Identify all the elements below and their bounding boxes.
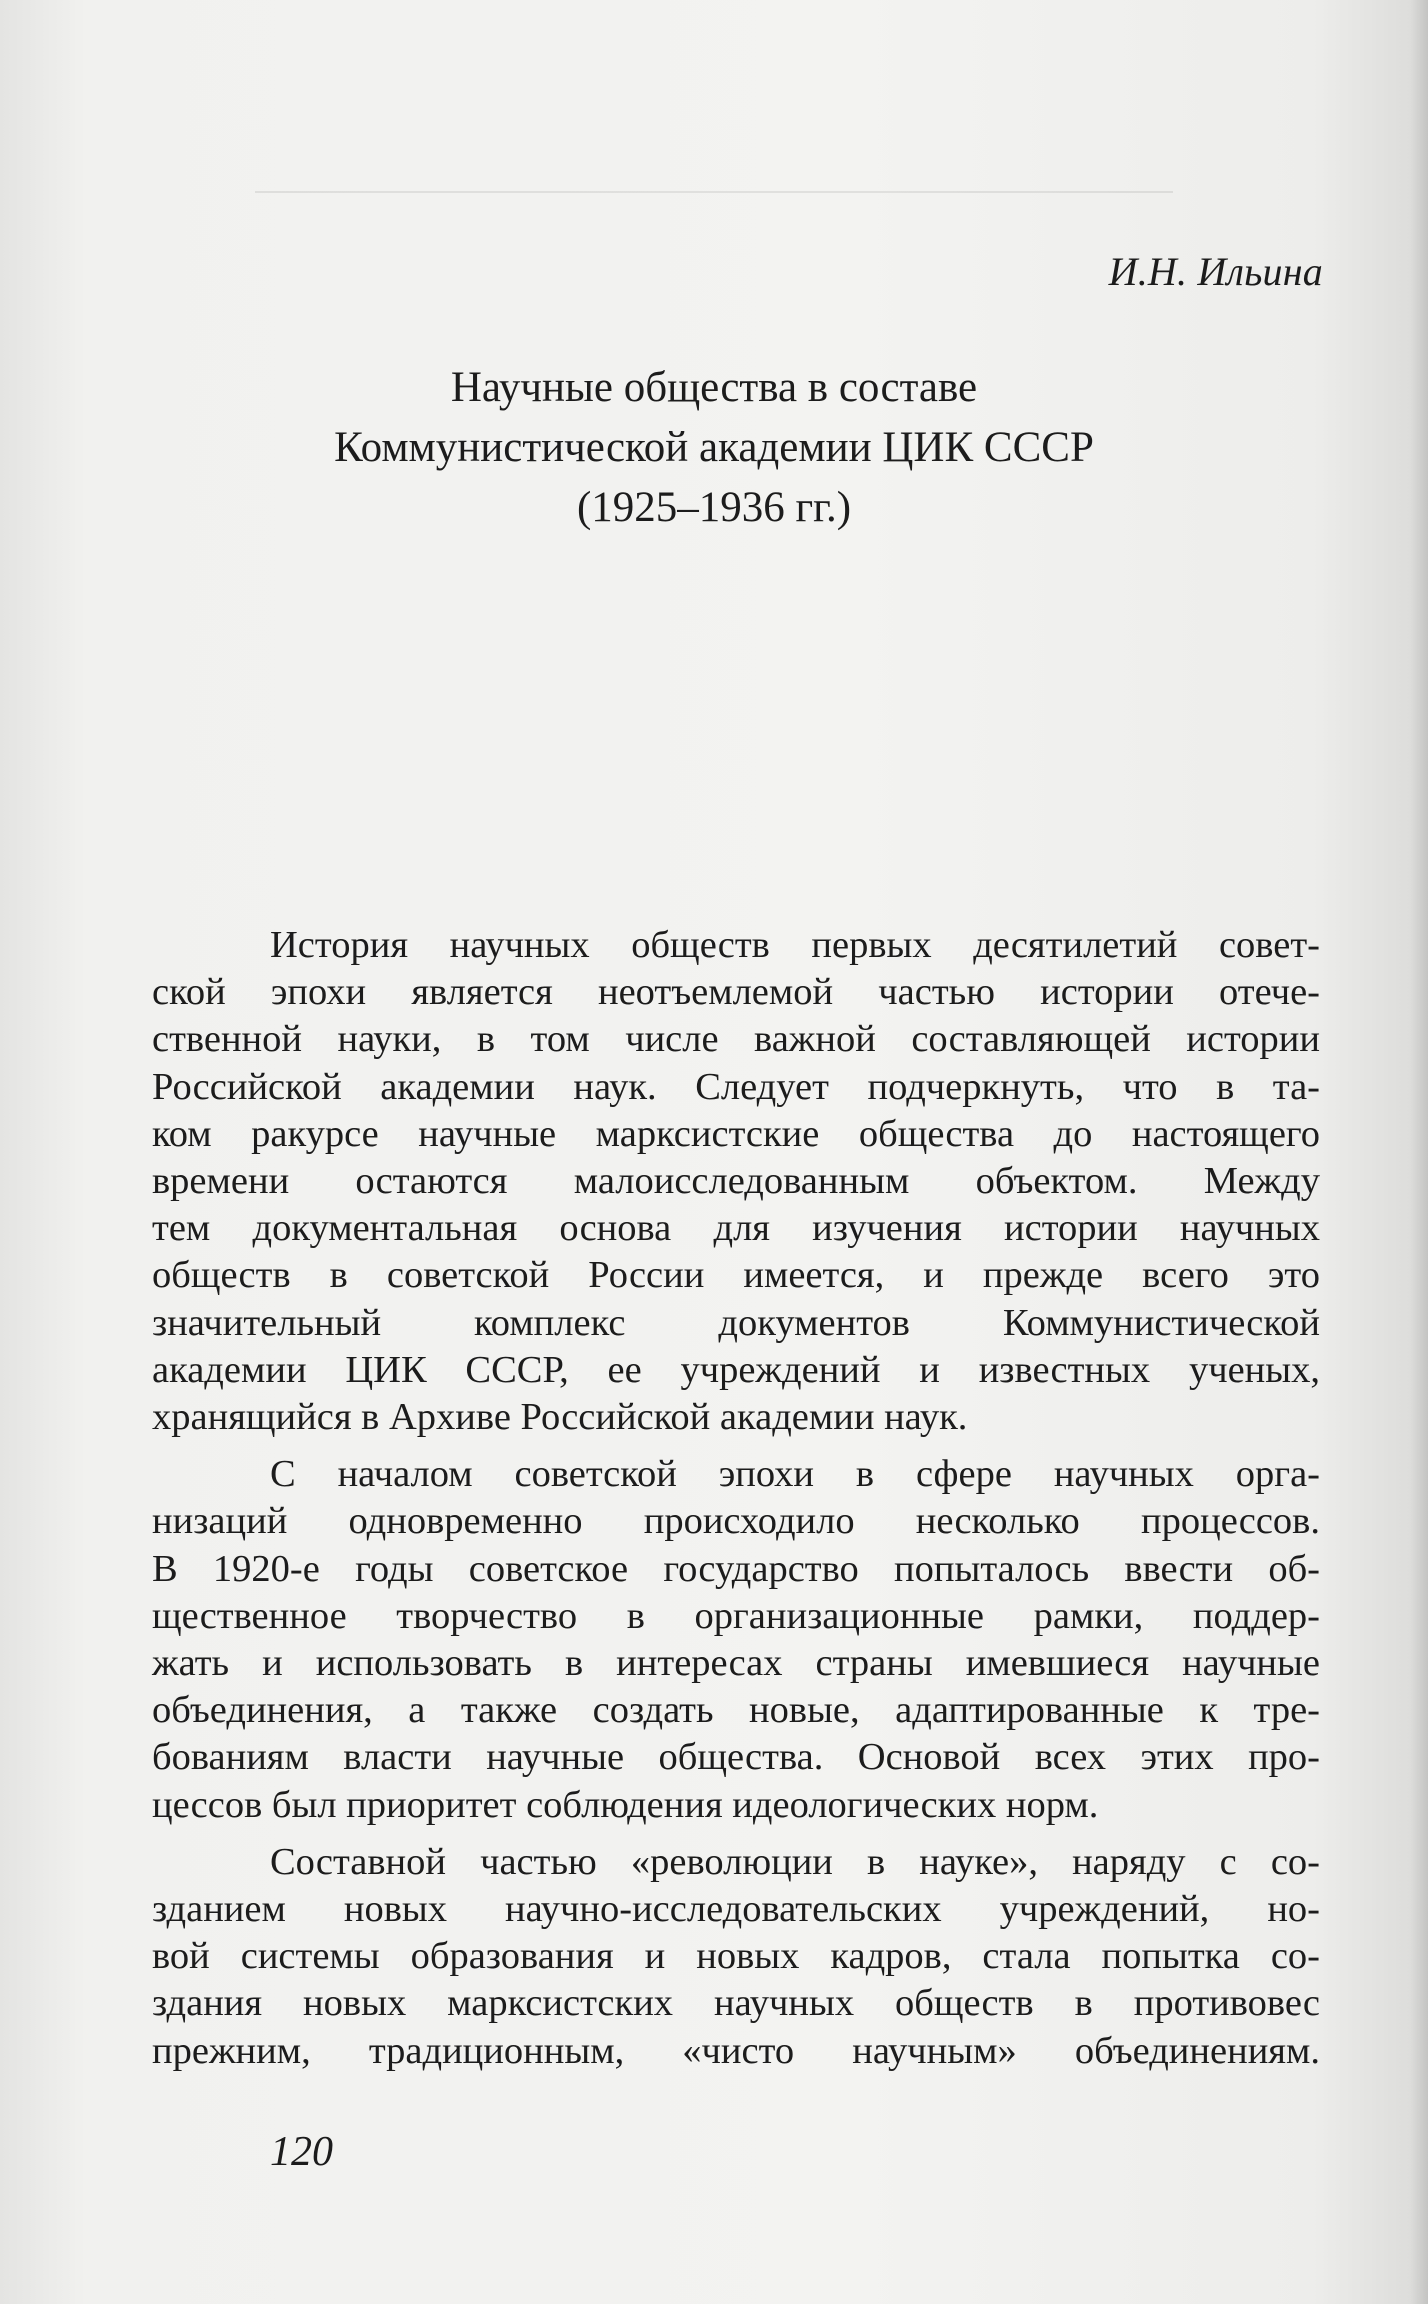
paragraph xyxy=(152,1451,1320,1829)
text-line: Составной частью «революции в науке», наряду с со- xyxy=(270,1840,1320,1883)
text-line: академии ЦИК СССР, ее учреждений и известных ученых, xyxy=(152,1348,1320,1391)
text-line: низаций одновременно происходило несколько процессов. xyxy=(152,1500,1320,1543)
text-line: цессов был приоритет соблюдения идеологических норм. xyxy=(152,1783,1099,1826)
bleed-through-rule xyxy=(255,191,1173,193)
text-line: тем документальная основа для изучения истории научных xyxy=(152,1207,1320,1250)
text-line: зданием новых научно-исследовательских учреждений, но- xyxy=(152,1888,1320,1931)
text-line: бованиям власти научные общества. Основой всех этих про- xyxy=(152,1736,1320,1779)
text-line: здания новых марксистских научных обществ в противовес xyxy=(152,1982,1320,2025)
title-line: Коммунистической академии ЦИК СССР xyxy=(334,424,1094,471)
title-line: (1925–1936 гг.) xyxy=(576,484,852,531)
page-number: 120 xyxy=(270,2129,333,2175)
text-line: ской эпохи является неотъемлемой частью истории отече- xyxy=(152,971,1320,1014)
paragraph xyxy=(152,1839,1320,2075)
article-title xyxy=(150,358,1278,538)
text-line: значительный комплекс документов Коммунистической xyxy=(152,1301,1320,1344)
text-line: обществ в советской России имеется, и прежде всего это xyxy=(152,1254,1320,1297)
text-line: вой системы образования и новых кадров, стала попытка со- xyxy=(152,1935,1320,1978)
text-line: ственной науки, в том числе важной составляющей истории xyxy=(152,1018,1320,1061)
text-line: прежним, традиционным, «чисто научным» объединениям. xyxy=(152,2029,1320,2072)
author-name: И.Н. Ильина xyxy=(1108,249,1323,294)
text-line: История научных обществ первых десятилетий совет- xyxy=(270,924,1320,966)
text-line: Российской академии наук. Следует подчеркнуть, что в та- xyxy=(152,1065,1320,1108)
text-line: жать и использовать в интересах страны имевшиеся научные xyxy=(152,1642,1320,1685)
text-line: С началом советской эпохи в сфере научных орга- xyxy=(270,1453,1320,1496)
text-line: щественное творчество в организационные рамки, поддер- xyxy=(152,1594,1320,1637)
article-body xyxy=(152,922,1320,2075)
text-line: В 1920-е годы советское государство попыталось ввести об- xyxy=(152,1547,1320,1590)
text-line: времени остаются малоисследованным объектом. Между xyxy=(152,1160,1320,1203)
paragraph xyxy=(152,922,1320,1441)
text-line: хранящийся в Архиве Российской академии наук. xyxy=(152,1396,968,1439)
title-line: Научные общества в составе xyxy=(450,364,978,411)
page-edge-shadow xyxy=(1410,0,1428,2304)
text-line: ком ракурсе научные марксистские общества до настоящего xyxy=(152,1112,1320,1155)
text-line: объединения, а также создать новые, адаптированные к тре- xyxy=(152,1689,1320,1732)
